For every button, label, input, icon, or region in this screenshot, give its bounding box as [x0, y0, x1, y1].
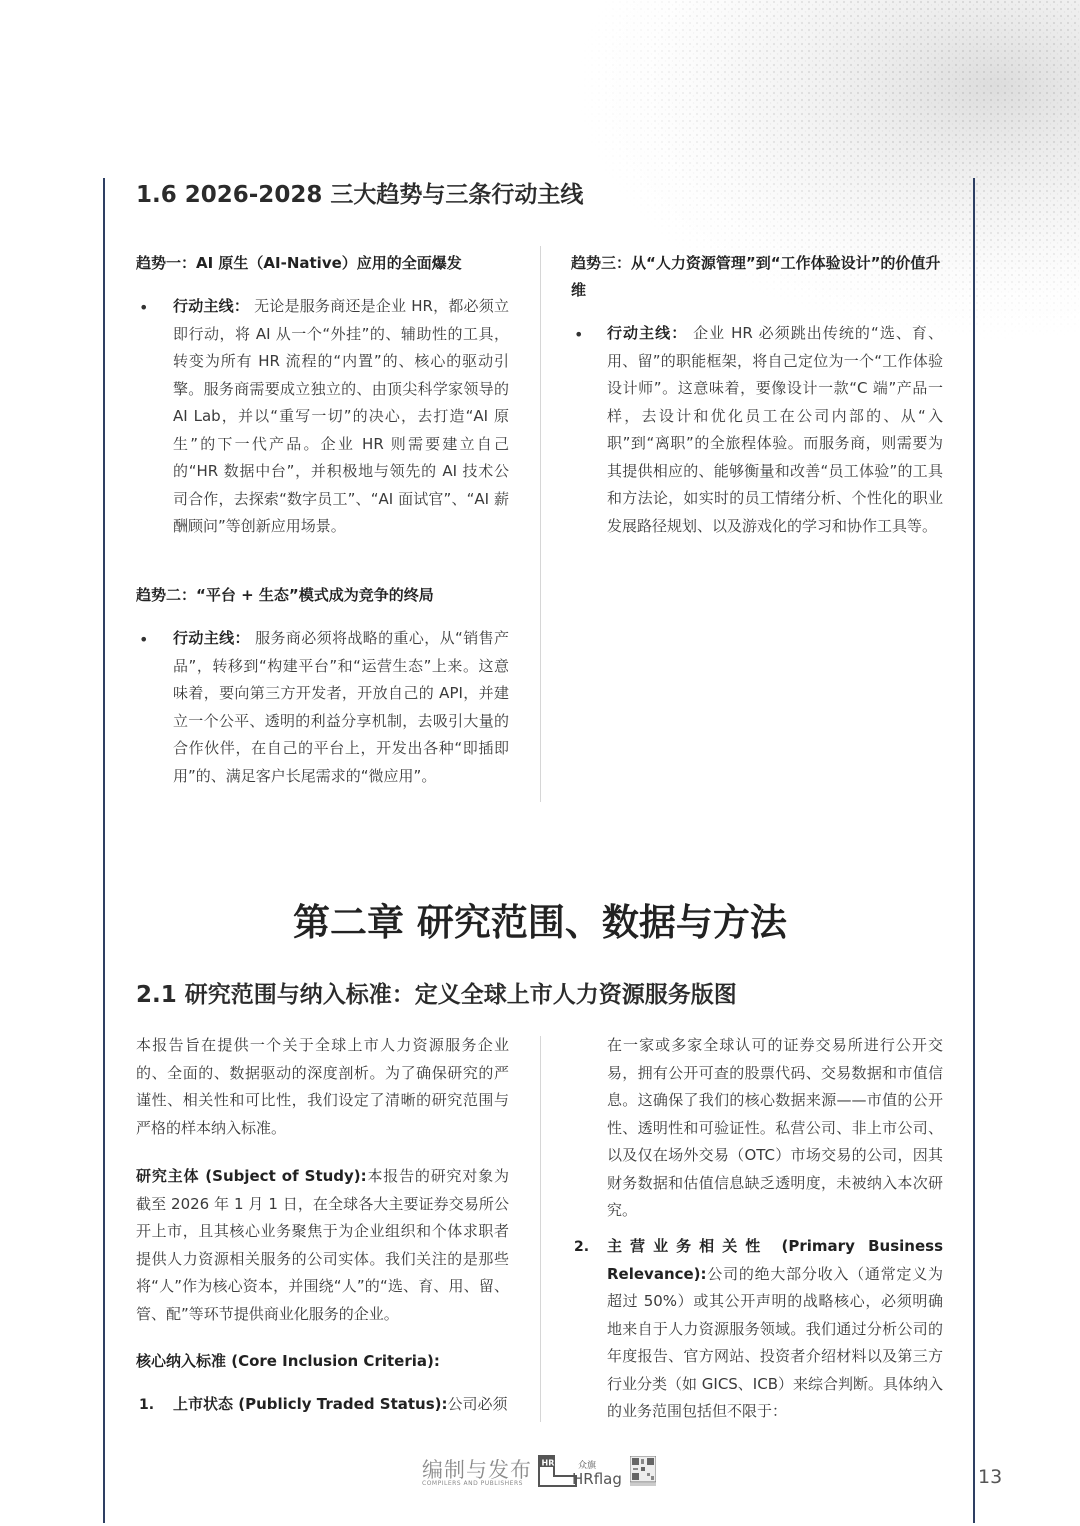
item1-number: 1.: [139, 1397, 155, 1413]
footer-title: 编制与发布: [422, 1458, 532, 1482]
item1-text-part1: 公司必须: [447, 1395, 508, 1413]
trend3-label: 行动主线：: [607, 324, 688, 342]
trend2-body: [173, 625, 509, 790]
trend3-title: 趋势三：从“人力资源管理”到“工作体验设计”的价值升维: [571, 254, 941, 299]
logo-hrflag-text: HRflag: [572, 1470, 622, 1488]
trend3-bullet: •: [574, 325, 584, 344]
section-2-1-heading: 2.1 研究范围与纳入标准：定义全球上市人力资源服务版图: [136, 982, 737, 1008]
section-1-6-heading: 1.6 2026-2028 三大趋势与三条行动主线: [136, 182, 584, 208]
criteria-heading: 核心纳入标准 (Core Inclusion Criteria):: [136, 1352, 440, 1370]
page-number: 13: [978, 1466, 1003, 1488]
column-divider-top: [540, 246, 541, 802]
item1-continuation: 在一家或多家全球认可的证券交易所进行公开交易，拥有公开可查的股票代码、交易数据和市值信息。这确保了我们的核心数据来源——市值的公开性、透明性和可验证性。私营公司、非上市公司、以及仅在场外交易（OTC）市场交易的公司，因其财务数据和估值信息缺乏透明度，未被纳入本次研究。: [607, 1036, 943, 1219]
subject-label: 研究主体 (Subject of Study):: [136, 1167, 367, 1185]
item2-body: [607, 1233, 943, 1426]
item2-number: 2.: [574, 1239, 590, 1255]
item1-label: 上市状态 (Publicly Traded Status):: [173, 1395, 448, 1413]
trend3-text: 企业 HR 必须跳出传统的“选、育、用、留”的职能框架，将自己定位为一个“工作体验设计师”。这意味着，要像设计一款“C 端”产品一样，去设计和优化员工在公司内部的、从“入职”到“离职”的全旅程体验。而服务商，则需要为其提供相应的、能够衡量和改善“员工体验”的工具和方法论，如实时的员工情绪分析、个性化的职业发展路径规划、以及游戏化的学习和协作工具等。: [607, 324, 943, 535]
trend3-body: [607, 320, 943, 540]
trend1-body: [173, 293, 509, 541]
trend1-label: 行动主线：: [173, 297, 250, 315]
chapter-2-title: 第二章 研究范围、数据与方法: [293, 901, 787, 944]
trend2-text: 服务商必须将战略的重心，从“销售产品”，转移到“构建平台”和“运营生态”上来。这意味着，要向第三方开发者，开放自己的 API，并建立一个公平、透明的利益分享机制，去吸引大量的合作伙伴，在自己的平台上，开发出各种“即插即用”的、满足客户长尾需求的“微应用”。: [173, 629, 509, 785]
logo-hr-text: HR: [541, 1458, 555, 1468]
item2-text: 公司的绝大部分收入（通常定义为超过 50%）或其公开声明的战略核心，必须明确地来自于人力资源服务领域。我们通过分析公司的年度报告、官方网站、投资者介绍材料以及第三方行业分类（如 GICS、ICB）来综合判断。具体纳入的业务范围包括但不限于：: [607, 1264, 944, 1420]
trend1-title: 趋势一：AI 原生（AI-Native）应用的全面爆发: [136, 254, 462, 272]
trend2-label: 行动主线：: [173, 629, 250, 647]
subject-text: 本报告的研究对象为截至 2026 年 1 月 1 日，在全球各大主要证券交易所公开上市，且其核心业务聚焦于为企业组织和个体求职者提供人力资源相关服务的公司实体。我们关注的是那些将“人”作为核心资本，并围绕“人”的“选、育、用、留、管、配”等环节提供商业化服务的企业。: [136, 1167, 509, 1323]
right-border-rule: [973, 178, 975, 1523]
intro-paragraph: 本报告旨在提供一个关于全球上市人力资源服务企业的、全面的、数据驱动的深度剖析。为了确保研究的严谨性、相关性和可比性，我们设定了清晰的研究范围与严格的样本纳入标准。: [136, 1036, 509, 1137]
qr-code-icon: [630, 1456, 656, 1486]
item1-start: [173, 1391, 509, 1419]
column-divider-bottom: [540, 1036, 541, 1422]
trend2-title: 趋势二：“平台 + 生态”模式成为竞争的终局: [136, 586, 434, 604]
subject-paragraph: [136, 1163, 509, 1328]
logo-zhongqi-text: 众旗: [578, 1461, 597, 1471]
trend2-bullet: •: [139, 630, 149, 649]
footer-subtitle: COMPILERS AND PUBLISHERS: [422, 1480, 523, 1487]
item2-label: 主营业务相关性 (Primary Business Relevance):: [607, 1237, 943, 1283]
trend1-text: 无论是服务商还是企业 HR，都必须立即行动，将 AI 从一个“外挂”的、辅助性的工具，转变为所有 HR 流程的“内置”的、核心的驱动引擎。服务商需要成立独立的、由顶尖科学家领导的 AI Lab，并以“重写一切”的决心，去打造“AI 原生”的下一代产品。企业 HR 则需要建立自己的“HR 数据中台”，并积极地与领先的 AI 技术公司合作，去探索“数字员工”、“AI 面试官”、“AI 薪酬顾问”等创新应用场景。: [173, 297, 509, 535]
left-border-rule: [103, 178, 105, 1523]
trend1-bullet: •: [139, 298, 149, 317]
